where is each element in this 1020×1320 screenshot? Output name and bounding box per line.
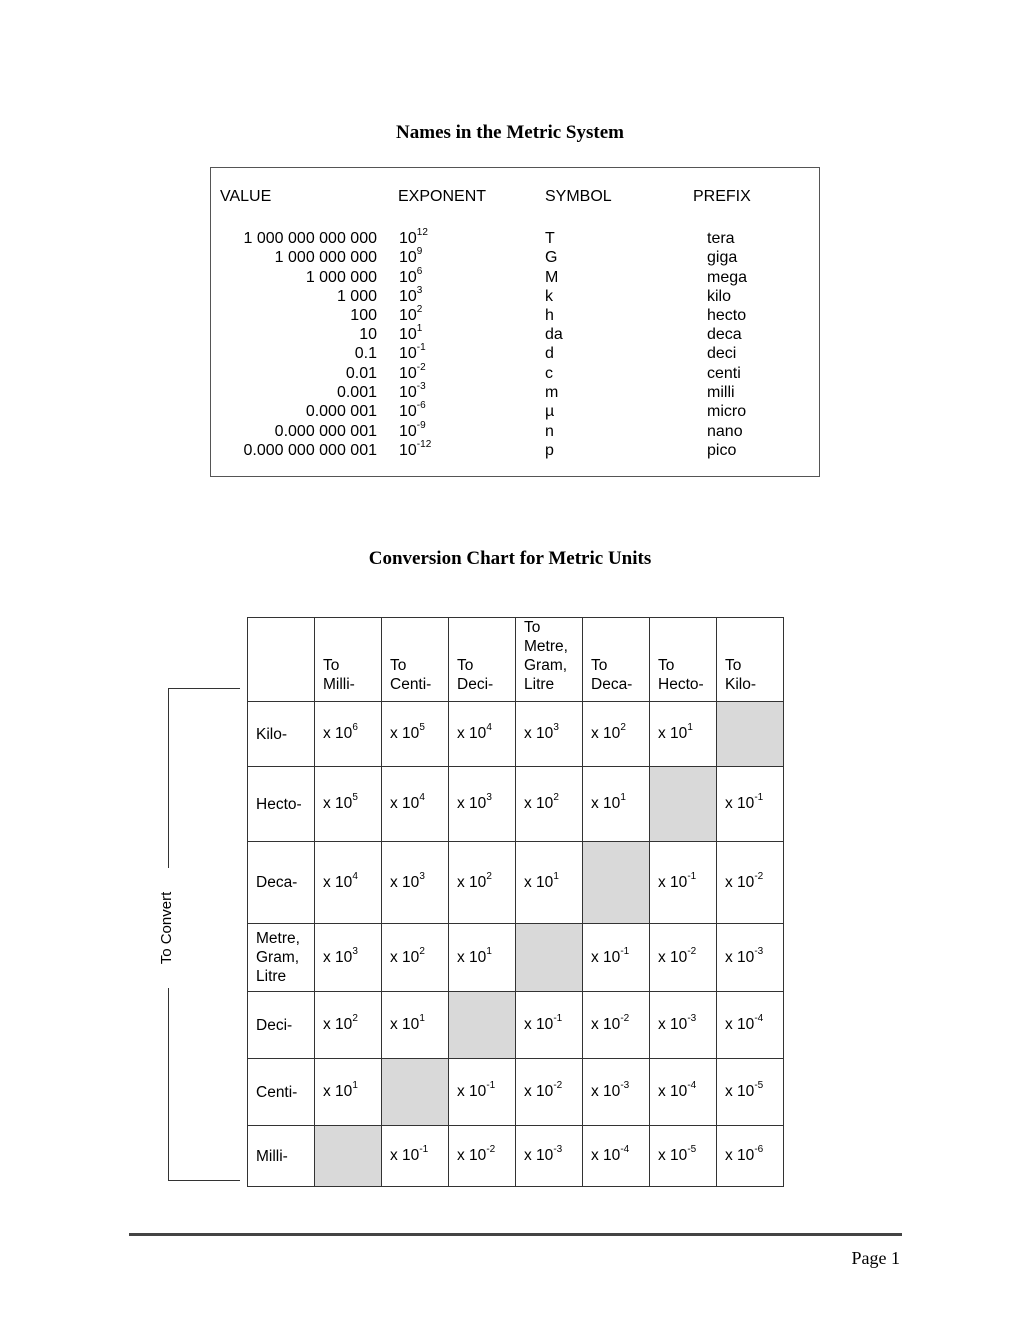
conversion-cell	[650, 702, 717, 767]
conversion-cell	[516, 992, 583, 1059]
names-row	[211, 266, 819, 288]
exponent-base: 10	[399, 288, 417, 305]
exponent-power: -9	[416, 420, 426, 431]
multiplier-exponent: 2	[419, 945, 425, 957]
conversion-cell	[315, 702, 382, 767]
symbol-cell: M	[545, 269, 559, 286]
row-label-line: Deci-	[256, 1016, 293, 1034]
prefix-cell: deca	[707, 326, 742, 343]
column-header	[382, 618, 449, 702]
multiplier-prefix: x 10	[390, 948, 420, 966]
multiplier-prefix: x 10	[390, 1147, 420, 1164]
conversion-cell	[449, 702, 516, 767]
multiplier-exponent: -3	[620, 1080, 630, 1091]
conversion-cell	[449, 924, 516, 992]
conversion-cell	[650, 924, 717, 992]
names-row	[211, 227, 819, 249]
footer-divider	[129, 1233, 902, 1236]
conversion-cell	[382, 702, 449, 767]
prefix-cell: tera	[707, 230, 735, 247]
prefix-cell: centi	[707, 365, 741, 382]
column-header-line: To	[658, 657, 675, 674]
conversion-cell	[516, 767, 583, 842]
column-header-line: To	[390, 657, 407, 674]
multiplier-prefix: x 10	[457, 1083, 487, 1100]
row-label	[248, 1059, 315, 1126]
column-header	[650, 618, 717, 702]
multiplier-exponent: 1	[419, 1013, 425, 1024]
names-row	[211, 400, 819, 422]
multiplier-prefix: x 10	[457, 1147, 487, 1164]
multiplier-prefix: x 10	[591, 795, 621, 812]
header-exponent: EXPONENT	[398, 188, 487, 205]
column-header	[315, 618, 382, 702]
multiplier-prefix: x 10	[457, 948, 487, 966]
conversion-cell	[583, 1059, 650, 1126]
column-header	[717, 618, 784, 702]
multiplier-exponent: -1	[620, 945, 630, 957]
multiplier-exponent: -5	[687, 1144, 697, 1155]
conversion-cell	[449, 1126, 516, 1187]
to-convert-bracket-bottom	[168, 1180, 240, 1181]
row-label	[248, 702, 315, 767]
multiplier-exponent: 3	[486, 792, 492, 803]
multiplier-exponent: -1	[486, 1080, 496, 1091]
column-header-line: Deci-	[457, 676, 494, 693]
multiplier-exponent: -2	[754, 870, 764, 882]
row-label-line: Gram,	[256, 949, 300, 966]
prefix-cell: micro	[707, 403, 747, 420]
symbol-cell: p	[545, 442, 554, 459]
exponent-cell	[399, 246, 423, 267]
multiplier-exponent: 4	[486, 722, 492, 733]
multiplier-exponent: 3	[553, 722, 559, 733]
conversion-cell	[650, 1126, 717, 1187]
prefix-cell: giga	[707, 249, 738, 266]
row-label	[248, 767, 315, 842]
symbol-cell: c	[545, 365, 553, 382]
symbol-cell: G	[545, 249, 558, 266]
exponent-power: -2	[416, 362, 426, 373]
multiplier-exponent: 2	[620, 722, 626, 733]
multiplier-exponent: 5	[419, 722, 425, 733]
conversion-cell	[583, 924, 650, 992]
multiplier-prefix: x 10	[323, 725, 353, 742]
conversion-cell	[650, 842, 717, 924]
conversion-cell	[717, 1126, 784, 1187]
multiplier-prefix: x 10	[658, 1083, 688, 1100]
conversion-cell	[717, 992, 784, 1059]
multiplier-prefix: x 10	[323, 873, 353, 891]
conversion-cell	[449, 1059, 516, 1126]
chart-row	[248, 842, 784, 924]
multiplier-prefix: x 10	[524, 795, 554, 812]
chart-header-row	[248, 618, 784, 702]
multiplier-exponent: 3	[352, 945, 358, 957]
symbol-cell: µ	[545, 403, 555, 420]
multiplier-prefix: x 10	[390, 873, 420, 891]
column-header-line: Litre	[524, 676, 555, 693]
same-unit-cell	[382, 1059, 449, 1126]
exponent-power: 6	[416, 266, 423, 277]
column-header-line: To	[457, 657, 474, 674]
column-header-line: To	[323, 657, 340, 674]
symbol-cell: T	[545, 230, 555, 247]
multiplier-exponent: -2	[486, 1144, 496, 1155]
multiplier-prefix: x 10	[591, 725, 621, 742]
conversion-cell	[449, 767, 516, 842]
multiplier-exponent: 1	[620, 792, 626, 803]
prefix-cell: pico	[707, 442, 737, 459]
multiplier-exponent: 4	[419, 792, 425, 803]
exponent-base: 10	[399, 230, 417, 247]
multiplier-prefix: x 10	[390, 725, 420, 742]
conversion-cell	[516, 842, 583, 924]
multiplier-exponent: -3	[553, 1144, 563, 1155]
multiplier-exponent: 2	[486, 870, 492, 882]
column-header	[516, 618, 583, 702]
column-header-line: Deca-	[591, 676, 633, 693]
conversion-cell	[382, 924, 449, 992]
value-cell: 0.000 000 000 001	[243, 442, 377, 459]
multiplier-prefix: x 10	[725, 795, 755, 812]
conversion-cell	[516, 1059, 583, 1126]
multiplier-prefix: x 10	[591, 1016, 621, 1033]
conversion-cell	[315, 1059, 382, 1126]
multiplier-exponent: -4	[687, 1080, 697, 1091]
names-row	[211, 381, 819, 403]
symbol-cell: m	[545, 384, 559, 401]
multiplier-prefix: x 10	[658, 1147, 688, 1164]
exponent-base: 10	[399, 403, 417, 420]
multiplier-prefix: x 10	[591, 1147, 621, 1164]
multiplier-exponent: 3	[419, 870, 425, 882]
multiplier-prefix: x 10	[591, 948, 621, 966]
conversion-cell	[650, 992, 717, 1059]
multiplier-exponent: -1	[553, 1013, 563, 1024]
value-cell: 0.01	[345, 365, 377, 382]
multiplier-exponent: -4	[620, 1144, 630, 1155]
value-cell: 0.1	[354, 345, 377, 362]
exponent-base: 10	[399, 269, 417, 286]
multiplier-prefix: x 10	[457, 873, 487, 891]
multiplier-prefix: x 10	[390, 1016, 420, 1033]
value-cell: 1 000 000	[305, 269, 377, 286]
multiplier-exponent: 1	[553, 870, 559, 882]
exponent-power: -6	[416, 400, 426, 411]
exponent-cell	[399, 400, 426, 421]
names-row	[211, 304, 819, 326]
multiplier-exponent: -4	[754, 1013, 764, 1024]
exponent-power: 9	[416, 246, 423, 257]
same-unit-cell	[449, 992, 516, 1059]
exponent-base: 10	[399, 384, 417, 401]
names-row	[211, 285, 819, 307]
exponent-cell	[399, 439, 432, 460]
column-header-line: Hecto-	[658, 676, 704, 693]
symbol-cell: d	[545, 345, 554, 362]
exponent-cell	[399, 342, 426, 363]
column-header-line: To	[524, 619, 541, 636]
multiplier-exponent: 2	[553, 792, 559, 803]
conversion-cell	[717, 767, 784, 842]
exponent-base: 10	[399, 307, 417, 324]
conversion-cell	[315, 767, 382, 842]
multiplier-prefix: x 10	[524, 1083, 554, 1100]
multiplier-exponent: 1	[687, 722, 693, 733]
same-unit-cell	[650, 767, 717, 842]
exponent-power: 2	[416, 304, 423, 315]
multiplier-prefix: x 10	[323, 948, 353, 966]
names-row	[211, 342, 819, 364]
multiplier-exponent: -1	[687, 870, 697, 882]
row-label	[248, 1126, 315, 1187]
prefix-cell: deci	[707, 345, 737, 362]
row-label-line: Centi-	[256, 1083, 298, 1101]
symbol-cell: da	[545, 326, 563, 343]
header-prefix: PREFIX	[693, 188, 751, 205]
symbol-cell: h	[545, 307, 554, 324]
multiplier-prefix: x 10	[725, 1083, 755, 1100]
column-header-line: To	[725, 657, 742, 674]
same-unit-cell	[516, 924, 583, 992]
exponent-power: -12	[416, 439, 432, 450]
column-header-line: Metre,	[524, 638, 568, 655]
multiplier-prefix: x 10	[725, 1016, 755, 1033]
multiplier-prefix: x 10	[323, 1016, 353, 1033]
multiplier-prefix: x 10	[524, 1147, 554, 1164]
names-row	[211, 246, 819, 268]
multiplier-exponent: -1	[419, 1144, 429, 1155]
multiplier-exponent: 1	[352, 1080, 358, 1091]
prefix-cell: mega	[707, 269, 748, 286]
multiplier-prefix: x 10	[658, 725, 688, 742]
conversion-cell	[583, 1126, 650, 1187]
exponent-base: 10	[399, 345, 417, 362]
row-label	[248, 924, 315, 992]
multiplier-exponent: -6	[754, 1144, 764, 1155]
multiplier-prefix: x 10	[725, 1147, 755, 1164]
conversion-cell	[315, 924, 382, 992]
multiplier-prefix: x 10	[658, 873, 688, 891]
multiplier-exponent: 2	[352, 1013, 358, 1024]
multiplier-exponent: -2	[553, 1080, 563, 1091]
same-unit-cell	[717, 702, 784, 767]
value-cell: 1 000 000 000	[274, 249, 377, 266]
multiplier-exponent: 6	[352, 722, 358, 733]
names-table-title: Names in the Metric System	[396, 122, 624, 143]
exponent-base: 10	[399, 423, 417, 440]
exponent-cell	[399, 227, 428, 248]
row-label-line: Litre	[256, 968, 287, 985]
conversion-cell	[315, 842, 382, 924]
multiplier-prefix: x 10	[591, 1083, 621, 1100]
column-header-line: Centi-	[390, 676, 432, 693]
multiplier-exponent: -2	[620, 1013, 630, 1024]
chart-row	[248, 1059, 784, 1126]
names-row	[211, 323, 819, 345]
page-number: Page 1	[851, 1248, 900, 1268]
value-cell: 1 000 000 000 000	[243, 230, 377, 247]
prefix-cell: nano	[707, 423, 743, 440]
multiplier-prefix: x 10	[323, 795, 353, 812]
chart-row	[248, 992, 784, 1059]
prefix-cell: milli	[707, 384, 735, 401]
column-header-line: Gram,	[524, 657, 568, 674]
multiplier-prefix: x 10	[658, 1016, 688, 1033]
exponent-base: 10	[399, 442, 417, 459]
header-symbol: SYMBOL	[545, 188, 612, 205]
conversion-cell	[382, 992, 449, 1059]
chart-row	[248, 767, 784, 842]
row-label-line: Metre,	[256, 930, 300, 947]
conversion-cell	[516, 702, 583, 767]
conversion-cell	[583, 702, 650, 767]
exponent-base: 10	[399, 249, 417, 266]
exponent-power: 1	[416, 323, 423, 334]
multiplier-prefix: x 10	[390, 795, 420, 812]
names-row	[211, 439, 819, 461]
row-label	[248, 842, 315, 924]
multiplier-exponent: -5	[754, 1080, 764, 1091]
exponent-power: 3	[416, 285, 423, 296]
conversion-cell	[315, 992, 382, 1059]
multiplier-exponent: 1	[486, 945, 492, 957]
column-header-line: Milli-	[323, 676, 355, 693]
conversion-cell	[382, 1126, 449, 1187]
exponent-power: -3	[416, 381, 426, 392]
conversion-cell	[449, 842, 516, 924]
exponent-base: 10	[399, 326, 417, 343]
conversion-chart-title: Conversion Chart for Metric Units	[368, 548, 652, 569]
multiplier-prefix: x 10	[658, 948, 688, 966]
multiplier-exponent: -2	[687, 945, 697, 957]
row-label-line: Milli-	[256, 1147, 288, 1165]
conversion-cell	[717, 842, 784, 924]
multiplier-prefix: x 10	[524, 1016, 554, 1033]
prefix-cell: kilo	[707, 288, 732, 305]
value-cell: 1 000	[336, 288, 377, 305]
value-cell: 0.000 001	[305, 403, 377, 420]
column-header	[583, 618, 650, 702]
chart-corner-cell	[248, 618, 315, 702]
chart-row	[248, 1126, 784, 1187]
multiplier-prefix: x 10	[457, 795, 487, 812]
conversion-cell	[382, 842, 449, 924]
exponent-power: 12	[416, 227, 428, 238]
value-cell: 0.001	[336, 384, 377, 401]
multiplier-prefix: x 10	[524, 725, 554, 742]
conversion-cell	[583, 767, 650, 842]
value-cell: 100	[350, 307, 377, 324]
symbol-cell: n	[545, 423, 554, 440]
value-cell: 10	[359, 326, 377, 343]
row-label-line: Hecto-	[256, 795, 302, 813]
multiplier-exponent: -1	[754, 792, 764, 803]
multiplier-prefix: x 10	[725, 873, 755, 891]
chart-row	[248, 924, 784, 992]
multiplier-exponent: -3	[754, 945, 764, 957]
multiplier-exponent: 5	[352, 792, 358, 803]
column-header-line: Kilo-	[725, 676, 757, 693]
row-label	[248, 992, 315, 1059]
conversion-cell	[650, 1059, 717, 1126]
column-header	[449, 618, 516, 702]
value-cell: 0.000 000 001	[274, 423, 377, 440]
row-label-line: Kilo-	[256, 725, 288, 743]
column-header-line: To	[591, 657, 608, 674]
names-table	[210, 167, 820, 477]
symbol-cell: k	[545, 288, 553, 305]
conversion-cell	[583, 992, 650, 1059]
exponent-base: 10	[399, 365, 417, 382]
header-value: VALUE	[220, 188, 272, 205]
conversion-cell	[516, 1126, 583, 1187]
prefix-cell: hecto	[707, 307, 747, 324]
row-label-line: Deca-	[256, 874, 298, 891]
multiplier-prefix: x 10	[323, 1083, 353, 1100]
multiplier-exponent: 4	[352, 870, 358, 882]
conversion-cell	[717, 1059, 784, 1126]
multiplier-prefix: x 10	[457, 725, 487, 742]
same-unit-cell	[583, 842, 650, 924]
names-row	[211, 420, 819, 442]
exponent-power: -1	[416, 342, 426, 353]
conversion-chart	[247, 617, 784, 1187]
to-convert-bracket-top	[168, 688, 240, 689]
multiplier-exponent: -3	[687, 1013, 697, 1024]
conversion-cell	[717, 924, 784, 992]
multiplier-prefix: x 10	[725, 948, 755, 966]
to-convert-label: To Convert	[158, 868, 178, 988]
same-unit-cell	[315, 1126, 382, 1187]
chart-row	[248, 702, 784, 767]
multiplier-prefix: x 10	[524, 873, 554, 891]
names-row	[211, 362, 819, 384]
conversion-cell	[382, 767, 449, 842]
